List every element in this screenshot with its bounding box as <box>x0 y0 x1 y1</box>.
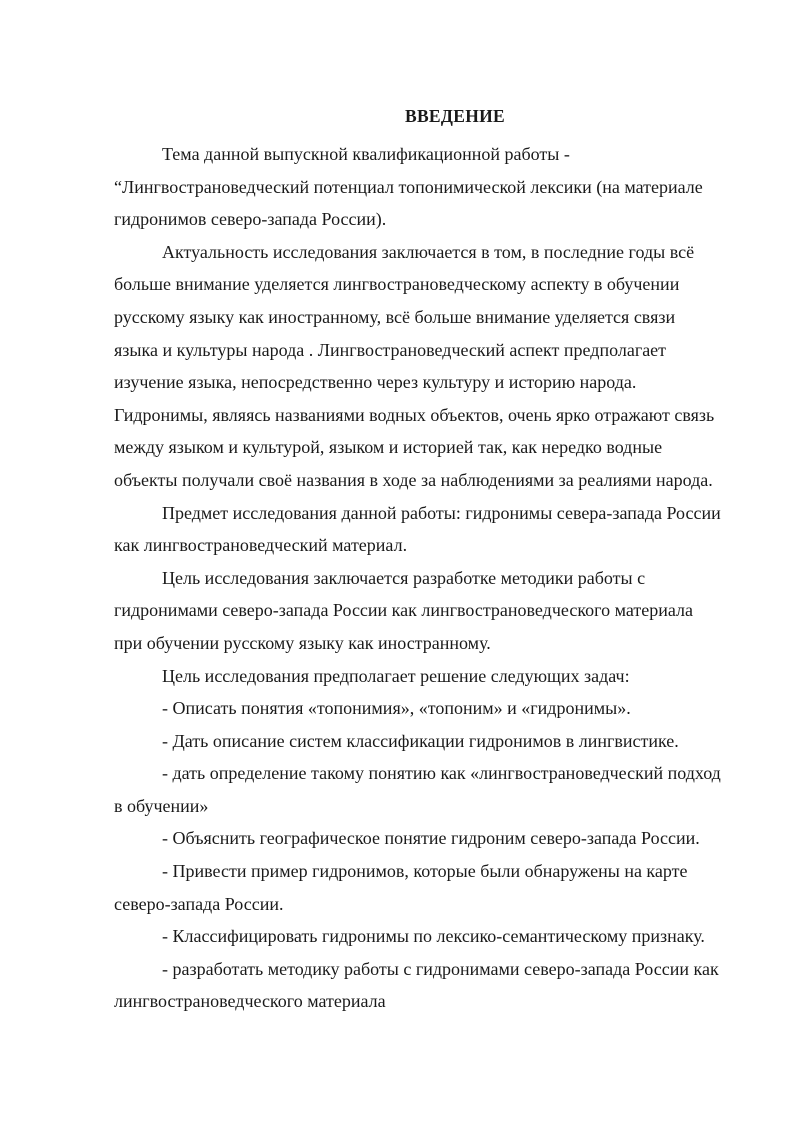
list-item-continuation: лингвострановедческого материала <box>114 991 386 1012</box>
paragraph-line: Цель исследования предполагает решение следующих задач: <box>162 665 630 686</box>
paragraph-line: как лингвострановедческий материал. <box>114 535 408 556</box>
list-item: - Классифицировать гидронимы по лексико-семантическому признаку. <box>162 926 705 947</box>
list-item: - Дать описание систем классификации гидронимов в лингвистике. <box>162 730 679 751</box>
paragraph-line: изучение языка, непосредственно через культуру и историю народа. <box>114 372 637 393</box>
paragraph-line: русскому языку как иностранному, всё больше внимание уделяется связи <box>114 306 676 327</box>
paragraph-line: гидронимами северо-запада России как лингвострановедческого материала <box>114 600 693 621</box>
paragraph-line: объекты получали своё названия в ходе за наблюдениями за реалиями народа. <box>114 469 713 490</box>
document-body <box>114 138 742 1018</box>
paragraph-line: “Лингвострановедческий потенциал топонимической лексики (на материале <box>114 176 703 197</box>
paragraph-line: Предмет исследования данной работы: гидронимы севера-запада России <box>162 502 721 523</box>
list-item: - Привести пример гидронимов, которые были обнаружены на карте <box>162 861 688 882</box>
paragraph-line: между языком и культурой, языком и историей так, как нередко водные <box>114 437 663 458</box>
paragraph-line: гидронимов северо-запада России). <box>114 209 387 230</box>
paragraph-line: Актуальность исследования заключается в том, в последние годы всё <box>162 241 695 262</box>
paragraph-line: Гидронимы, являясь названиями водных объектов, очень ярко отражают связь <box>114 404 715 425</box>
list-item: - Описать понятия «топонимия», «топоним» и «гидронимы». <box>162 698 631 719</box>
paragraph-line: языка и культуры народа . Лингвострановедческий аспект предполагает <box>114 339 667 360</box>
list-item: - дать определение такому понятию как «лингвострановедческий подход <box>162 763 721 784</box>
paragraph-line: больше внимание уделяется лингвострановедческому аспекту в обучении <box>114 274 680 295</box>
list-item-continuation: северо-запада России. <box>114 893 284 914</box>
section-heading: ВВЕДЕНИЕ <box>404 106 506 126</box>
paragraph-line: при обучении русскому языку как иностранному. <box>114 632 491 653</box>
list-item-continuation: в обучении» <box>114 795 209 816</box>
list-item: - разработать методику работы с гидронимами северо-запада России как <box>162 958 719 979</box>
paragraph-line: Тема данной выпускной квалификационной работы - <box>162 144 570 164</box>
paragraph-line: Цель исследования заключается разработке методики работы с <box>162 567 646 588</box>
list-item: - Объяснить географическое понятие гидроним северо-запада России. <box>162 828 700 849</box>
